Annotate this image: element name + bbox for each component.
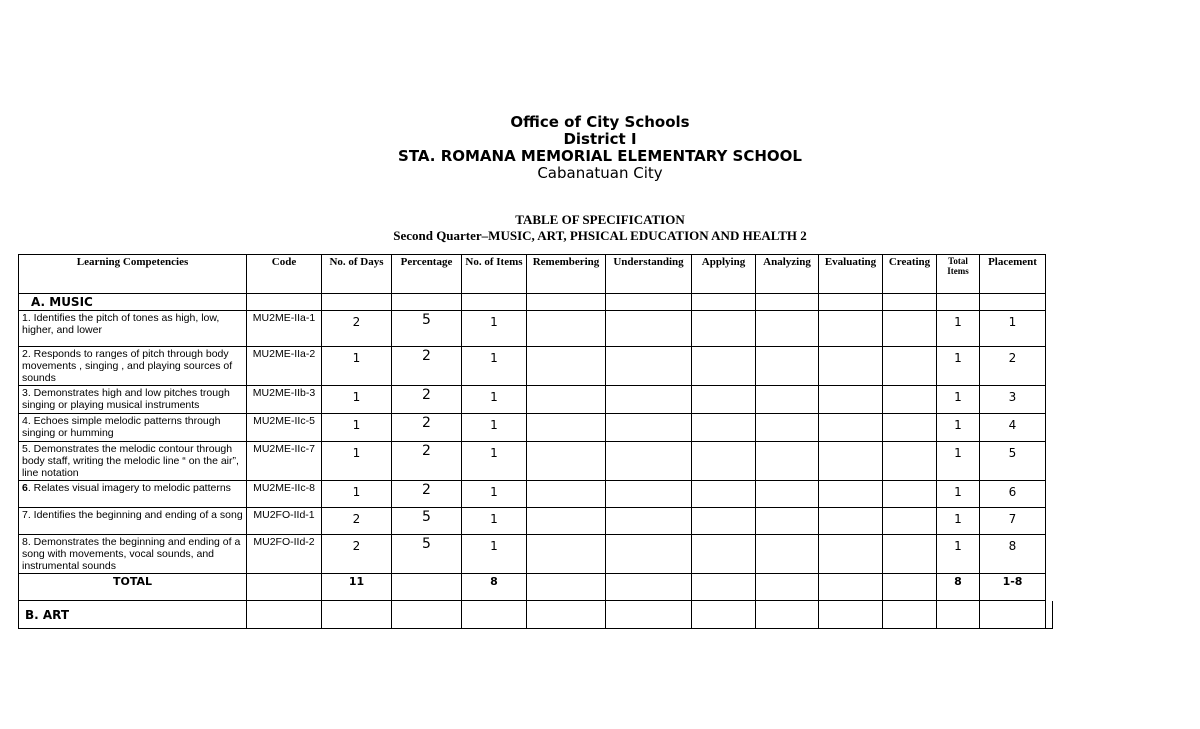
col-header: Percentage [392,255,462,294]
table-row [19,442,1053,481]
total-total-items: 8 [937,574,980,601]
col-header: Applying [692,255,756,294]
col-header: No. of Items [462,255,527,294]
col-header: Learning Competencies [19,255,247,294]
items-cell: 1 [462,311,527,347]
days-cell: 1 [322,442,392,481]
col-header: Creating [883,255,937,294]
days-cell: 2 [322,508,392,535]
items-cell: 1 [462,386,527,414]
table-row [19,311,1053,347]
placement-cell: 7 [980,508,1046,535]
competency-cell: 7. Identifies the beginning and ending of a song [19,508,247,535]
competency-cell [19,481,247,508]
section-row-music [19,294,1053,311]
placement-cell: 4 [980,414,1046,442]
competency-number: 6 [22,482,28,494]
days-cell: 1 [322,386,392,414]
code-cell: MU2ME-IIc-8 [247,481,322,508]
tos-heading [0,212,1200,244]
total-items-cell: 1 [937,414,980,442]
table-row [19,347,1053,386]
col-header: Placement [980,255,1046,294]
total-days: 11 [322,574,392,601]
code-cell: MU2FO-IId-2 [247,535,322,574]
items-cell: 1 [462,347,527,386]
placement-cell: 5 [980,442,1046,481]
total-label: TOTAL [19,574,247,601]
code-cell: MU2ME-IIa-2 [247,347,322,386]
table-row [19,386,1053,414]
section-label-music: A. MUSIC [19,294,247,311]
code-cell: MU2ME-IIc-7 [247,442,322,481]
total-items-cell: 1 [937,347,980,386]
total-items-cell: 1 [937,311,980,347]
section-label-art: B. ART [19,601,247,629]
specification-table [18,254,1053,629]
competency-cell: 4. Echoes simple melodic patterns through singing or humming [19,414,247,442]
percentage-cell: 2 [392,386,462,414]
days-cell: 2 [322,535,392,574]
days-cell: 1 [322,347,392,386]
section-row-art [19,601,1053,629]
col-header: Remembering [527,255,606,294]
days-cell: 1 [322,481,392,508]
percentage-cell: 5 [392,508,462,535]
days-cell: 2 [322,311,392,347]
col-header: Understanding [606,255,692,294]
table-row [19,414,1053,442]
competency-cell: 2. Responds to ranges of pitch through body movements , singing , and playing sources of sounds [19,347,247,386]
total-items-cell: 1 [937,386,980,414]
competency-cell: 3. Demonstrates high and low pitches trough singing or playing musical instruments [19,386,247,414]
percentage-cell: 2 [392,442,462,481]
days-cell: 1 [322,414,392,442]
items-cell: 1 [462,442,527,481]
total-row [19,574,1053,601]
items-cell: 1 [462,414,527,442]
total-items-cell: 1 [937,508,980,535]
tos-title: TABLE OF SPECIFICATION [515,212,685,227]
placement-cell: 8 [980,535,1046,574]
percentage-cell: 2 [392,347,462,386]
total-items-cell: 1 [937,535,980,574]
competency-cell: 8. Demonstrates the beginning and ending of a song with movements, vocal sounds, and instrumental sounds [19,535,247,574]
code-cell: MU2ME-IIc-5 [247,414,322,442]
percentage-cell: 5 [392,535,462,574]
code-cell: MU2ME-IIa-1 [247,311,322,347]
table-row [19,481,1053,508]
district-name: District I [563,130,637,148]
school-name: STA. ROMANA MEMORIAL ELEMENTARY SCHOOL [398,147,802,165]
placement-cell: 3 [980,386,1046,414]
placement-cell: 2 [980,347,1046,386]
percentage-cell: 2 [392,481,462,508]
code-cell: MU2FO-IId-1 [247,508,322,535]
total-items: 8 [462,574,527,601]
col-header: Code [247,255,322,294]
col-header: Analyzing [756,255,819,294]
table-header-row [19,255,1053,294]
col-header: Total Items [937,255,980,294]
percentage-cell: 2 [392,414,462,442]
city-name: Cabanatuan City [537,164,663,182]
spacer-cell [1046,255,1053,294]
tos-subtitle: Second Quarter–MUSIC, ART, PHSICAL EDUCATION AND HEALTH 2 [393,228,807,243]
items-cell: 1 [462,535,527,574]
placement-cell: 1 [980,311,1046,347]
office-name: Office of City Schools [510,113,690,131]
table-row [19,508,1053,535]
total-items-cell: 1 [937,442,980,481]
total-items-cell: 1 [937,481,980,508]
total-placement: 1-8 [980,574,1046,601]
items-cell: 1 [462,481,527,508]
competency-text: . Relates visual imagery to melodic patterns [27,482,231,494]
competency-cell: 5. Demonstrates the melodic contour through body staff, writing the melodic line “ on the air”, line notation [19,442,247,481]
percentage-cell: 5 [392,311,462,347]
placement-cell: 6 [980,481,1046,508]
col-header: No. of Days [322,255,392,294]
col-header: Evaluating [819,255,883,294]
table-row [19,535,1053,574]
items-cell: 1 [462,508,527,535]
competency-cell: 1. Identifies the pitch of tones as high, low, higher, and lower [19,311,247,347]
code-cell: MU2ME-IIb-3 [247,386,322,414]
document-header [0,114,1200,182]
